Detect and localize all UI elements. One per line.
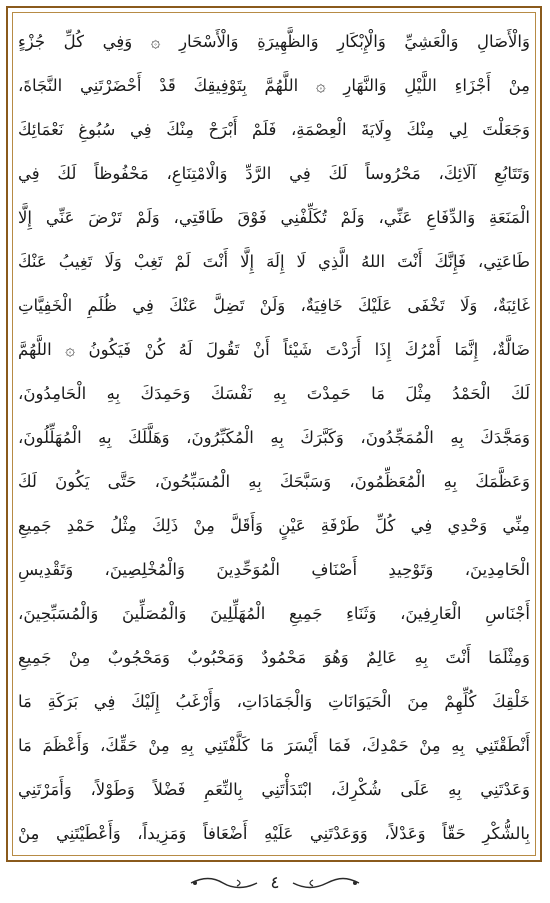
text-line: الْحَامِدِينَ، وَتَوْحِيدِ أَصْنَافِ الْمُوَحِّدِينَ وَالْمُخْلِصِينَ، وَتَقْدِيسِ: [18, 560, 530, 579]
text-line: وَجَعَلْتَ لِي مِنْكَ وِلَايَةَ الْعِصْمَةِ، فَلَمْ أَبْرَحْ مِنْكَ فِي سُبُوغِ نَعْمَائِكَ: [18, 120, 530, 139]
text-line: مِنِّي وَحْدِي فِي كُلِّ طَرْفَةِ عَيْنٍ وَأَقَلَّ مِنْ ذَلِكَ مِثْلُ حَمْدِ جَمِيعِ: [18, 516, 530, 535]
text-line: مِنْ أَجْزَاءِ اللَّيْلِ وَالنَّهَارِ ۞ اللَّهُمَّ بِتَوْفِيقِكَ قَدْ أَحْضَرْتَنِي النَّجَاةَ،: [18, 76, 530, 95]
text-line: وَالْأَصَالِ وَالْعَشِيِّ وَالْإِبْكَارِ وَالظَّهِيرَةِ وَالْأَسْحَارِ ۞ وَفِي كُلِّ جُزْءٍ: [18, 32, 530, 51]
text-line: أَنْطَقْتَنِي بِهِ مِنْ حَمْدِكَ، فَمَا أَيْسَرَ مَا كَلَّفْتَنِي بِهِ مِنْ حَقِّكَ، وَأَعْظَمَ مَا: [18, 736, 530, 755]
page-number: ٤: [270, 873, 280, 893]
text-line: وَعَدْتَنِي بِهِ عَلَى شُكْرِكَ، ابْتَدَأْتَنِي بِالنِّعَمِ فَضْلاً وَطَوْلاً، وَأَمَرْتَنِي: [18, 780, 530, 799]
text-line: طَاعَتِي، فَإِنَّكَ أَنْتَ اللهُ الَّذِي لَا إِلَهَ إِلَّا أَنْتَ لَمْ تَغِبْ وَلَا تَغِيبُ عَنْكَ: [18, 252, 530, 271]
text-line: بِالشُّكْرِ حَقّاً وَعَدْلاً، وَوَعَدْتَنِي عَلَيْهِ أَضْعَافاً وَمَزِيداً، وَأَعْطَيْتَنِي مِنْ: [18, 824, 530, 843]
text-line: وَمِثْلَمَا أَنْتَ بِهِ عَالِمٌ وَهُوَ مَحْمُودٌ وَمَحْبُوبٌ وَمَحْجُوبٌ مِنْ جَمِيعِ: [18, 648, 530, 667]
page-footer: [0, 868, 550, 898]
text-line: غَائِبَةٌ، وَلَا تَخْفَى عَلَيْكَ خَافِيَةٌ، وَلَنْ تَضِلَّ عَنْكَ فِي ظُلَمِ الْخَفِيَّاتِ: [18, 296, 530, 315]
text-line: ضَالَّةٌ، إِنَّمَا أَمْرُكَ إِذَا أَرَدْتَ شَيْئاً أَنْ تَقُولَ لَهُ كُنْ فَيَكُونُ ۞ اللَّهُمَّ: [18, 340, 530, 359]
right-ornament-icon: [291, 876, 361, 890]
text-line: الْمَنَعَةِ وَالدِّفَاعِ عَنِّي، وَلَمْ تُكَلِّفْنِي فَوْقَ طَاقَتِي، وَلَمْ تَرْضَ عَنِّي إِلَّا: [18, 208, 530, 227]
text-line: أَجْنَاسِ الْعَارِفِينَ، وَثَنَاءِ جَمِيعِ الْمُهَلِّلِينَ وَالْمُصَلِّينَ وَالْمُسَبِّحِينَ،: [18, 604, 530, 623]
prayer-text-body: [18, 24, 530, 852]
text-line: لَكَ الْحَمْدُ مِثْلَ مَا حَمِدْتَ بِهِ نَفْسَكَ وَحَمِدَكَ بِهِ الْحَامِدُونَ،: [18, 384, 530, 403]
text-line: وَمَجَّدَكَ بِهِ الْمُمَجِّدُونَ، وَكَبَّرَكَ بِهِ الْمُكَبِّرُونَ، وَهَلَّلَكَ بِهِ الْمُهَلِّلُونَ،: [18, 428, 530, 447]
text-line: وَتَتَابُعِ آلَائِكَ، مَحْرُوساً لَكَ فِي الرَّدِّ وَالْامْتِنَاعِ، مَحْفُوظاً لَكَ فِي: [18, 164, 530, 183]
text-line: خَلْقِكَ كُلِّهِمْ مِنَ الْحَيَوَانَاتِ وَالْجَمَادَاتِ، وَأَرْغَبُ إِلَيْكَ فِي بَرَكَةِ مَا: [18, 692, 530, 711]
text-line: وَعَظَّمَكَ بِهِ الْمُعَظِّمُونَ، وَسَبَّحَكَ بِهِ الْمُسَبِّحُونَ، حَتَّى يَكُونَ لَكَ: [18, 472, 530, 491]
left-ornament-icon: [189, 876, 259, 890]
